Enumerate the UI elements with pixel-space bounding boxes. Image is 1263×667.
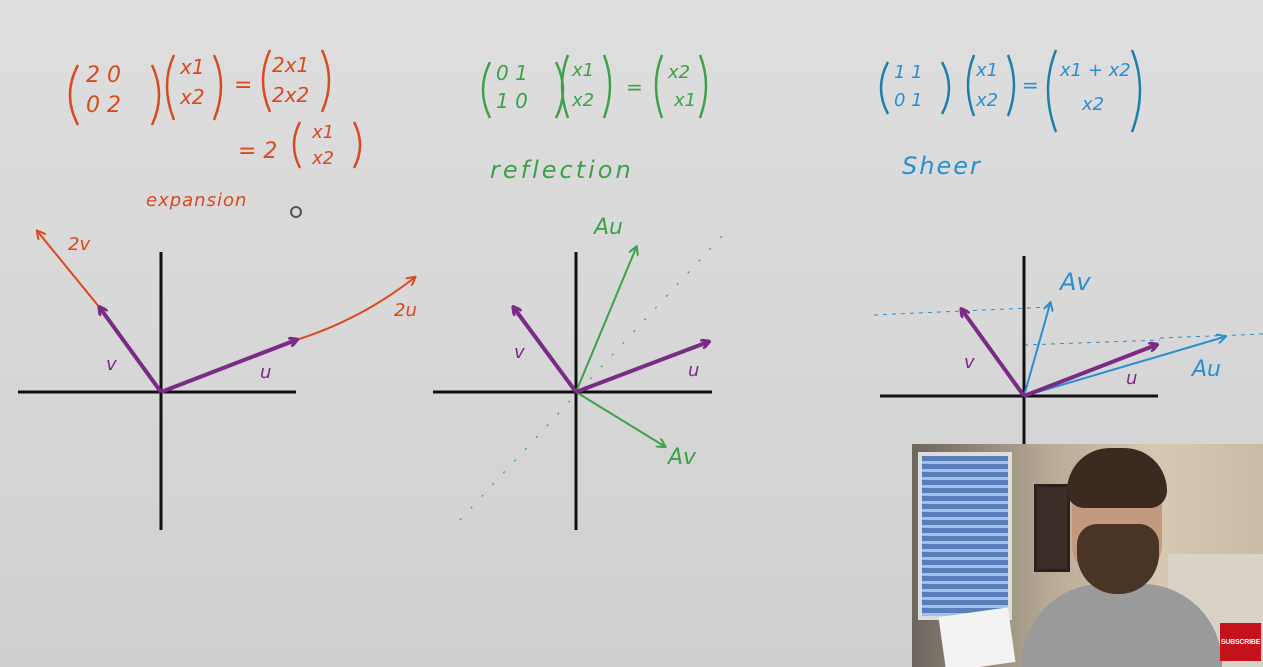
shear-matrix-row2: 0 1: [894, 90, 923, 111]
expansion-2v-label: 2v: [68, 234, 91, 255]
shear-dashed-right: [1160, 334, 1263, 338]
shear-vector-x1: x1: [976, 60, 999, 81]
expansion-vector-x2: x2: [180, 85, 205, 109]
shear-result-right-paren: [1132, 50, 1140, 132]
shear-u-label: u: [1126, 368, 1138, 389]
result-right-paren: [322, 50, 329, 112]
reflection-Au-label: Au: [594, 215, 623, 240]
reflection-v-label: v: [514, 342, 525, 363]
webcam-overlay: [912, 444, 1263, 667]
shear-v-label: v: [964, 352, 975, 373]
reflection-Av-label: Av: [668, 445, 697, 470]
webcam-paper: [939, 607, 1016, 667]
expansion-2u-label: 2u: [394, 300, 417, 321]
reflection-line: [460, 236, 722, 520]
webcam-picture-frame: [1034, 484, 1070, 572]
expansion-equals: =: [234, 73, 253, 98]
shear-vector-left-paren: [968, 55, 974, 116]
reflection-result-row1: x2: [668, 62, 691, 83]
reflection-result-row2: x1: [674, 90, 697, 111]
reflection-vector-x2: x2: [572, 90, 595, 111]
vector-right-paren: [214, 55, 221, 120]
shear-matrix-left-paren: [881, 62, 888, 114]
expansion-scalar: = 2: [238, 139, 278, 164]
shear-vector-x2: x2: [976, 90, 999, 111]
refl-result-right-paren: [700, 55, 706, 118]
shear-result-row2: x2: [1082, 94, 1105, 115]
vector-left-paren: [167, 55, 174, 120]
expansion-scalar-x1: x1: [312, 122, 335, 143]
subscribe-button[interactable]: SUBSCRIBE: [1220, 623, 1261, 661]
reflection-Av-vector: [576, 392, 664, 446]
scalar-right-paren: [354, 122, 360, 168]
shear-result-row1: x1 + x2: [1060, 60, 1131, 81]
expansion-result-row2: 2x2: [272, 83, 310, 107]
refl-result-left-paren: [656, 55, 662, 118]
reflection-label: reflection: [490, 156, 634, 184]
shear-label: Sheer: [902, 152, 982, 180]
expansion-label: expansion: [146, 190, 248, 211]
expansion-matrix-row2: 0 2: [86, 93, 121, 118]
matrix-left-paren: [70, 65, 78, 125]
expansion-vector-x1: x1: [180, 55, 205, 79]
refl-matrix-left-paren: [483, 62, 490, 118]
expansion-panel: [18, 50, 417, 530]
reflection-panel: [433, 55, 722, 530]
expansion-scalar-x2: x2: [312, 148, 335, 169]
refl-vector-right-paren: [604, 55, 610, 118]
expansion-v-vector: [100, 308, 161, 392]
expansion-result-row1: 2x1: [272, 53, 310, 77]
expansion-u-vector: [161, 340, 296, 392]
expansion-v-label: v: [106, 354, 117, 375]
refl-vector-left-paren: [562, 55, 568, 118]
scalar-left-paren: [294, 122, 300, 168]
shear-dashed-mid: [1024, 340, 1160, 345]
shear-matrix-row1: 1 1: [894, 62, 923, 83]
reflection-matrix-row1: 0 1: [496, 61, 528, 85]
matrix-right-paren: [152, 65, 159, 125]
shear-equals: =: [1022, 73, 1039, 97]
shear-result-left-paren: [1048, 50, 1056, 132]
reflection-vector-x1: x1: [572, 60, 595, 81]
reflection-matrix-row2: 1 0: [496, 89, 528, 113]
shear-Av-label: Av: [1060, 268, 1091, 296]
shear-matrix-right-paren: [942, 62, 949, 114]
shear-Av-vector: [1024, 304, 1050, 396]
shear-vector-right-paren: [1008, 55, 1014, 116]
expansion-matrix-row1: 2 0: [86, 63, 121, 88]
reflection-u-label: u: [688, 360, 700, 381]
result-left-paren: [263, 50, 270, 112]
webcam-window-blinds: [918, 452, 1012, 620]
reflection-Au-vector: [576, 248, 636, 392]
shear-panel: [874, 50, 1263, 444]
shear-Au-label: Au: [1192, 357, 1221, 382]
expansion-u-label: u: [260, 362, 272, 383]
cursor-dot-icon: [291, 207, 301, 217]
reflection-equals: =: [626, 75, 643, 99]
